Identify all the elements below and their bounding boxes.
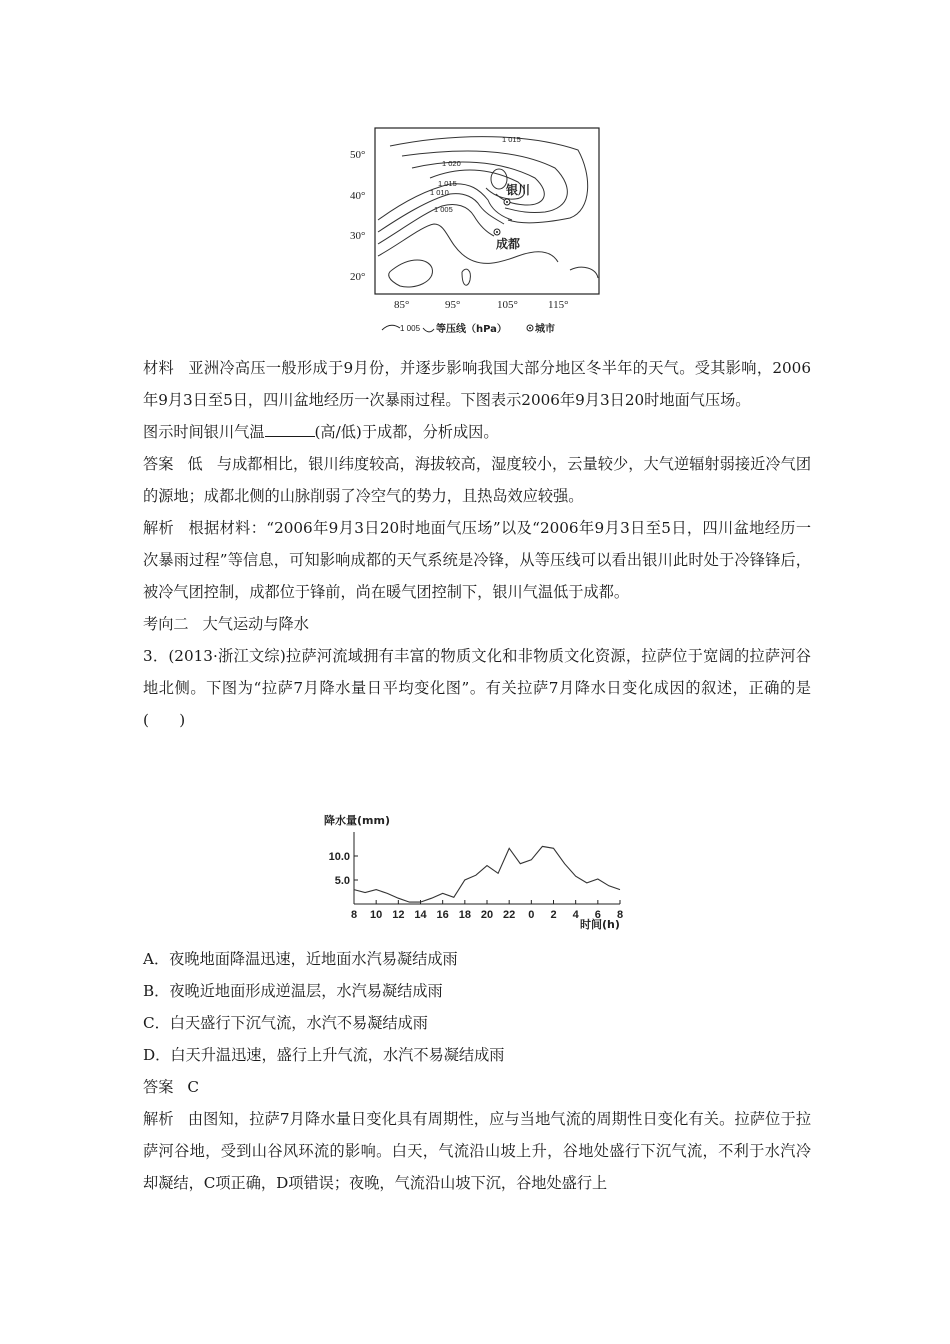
legend-isobar-text: 等压线（hPa）: [436, 324, 507, 335]
text-block-lower: [143, 943, 811, 1199]
text-block-upper: [143, 352, 811, 736]
y-tick-label: 10.0: [328, 851, 350, 863]
isobar-high-center: [491, 169, 507, 189]
x-tick-label: 10: [370, 909, 383, 921]
city-chengdu-label: 成都: [496, 237, 521, 251]
x-tick-label: 14: [414, 909, 427, 921]
city-chengdu: [494, 229, 521, 251]
option-d: D．白天升温迅速，盛行上升气流，水汽不易凝结成雨: [143, 1046, 505, 1064]
isobar-lower: [378, 224, 558, 263]
legend-isobar-value: 1 005: [400, 324, 421, 333]
answer-text: 与成都相比，银川纬度较高，海拔较高，湿度较小，云量较少，大气逆辐射弱接近冷气团的源地；成都北侧的山脉削弱了冷空气的势力，且热岛效应较强。: [143, 455, 812, 505]
section-label: 考向二: [143, 615, 189, 633]
material-label: 材料: [143, 359, 175, 377]
answer-paragraph: [143, 448, 811, 512]
isobar-closed-sw: [389, 260, 433, 287]
isobar-label: 1 015: [438, 179, 457, 188]
lat-label: 20°: [350, 271, 366, 283]
x-tick-label: 18: [458, 909, 471, 921]
isobar-east: [570, 267, 598, 278]
x-tick-label: 0: [528, 909, 535, 921]
question-3: 3．(2013·浙江文综)拉萨河流域拥有丰富的物质文化和非物质文化资源，拉萨位于宽阔的拉萨河谷地北侧。下图为“拉萨7月降水量日平均变化图”。有关拉萨7月降水日变化成因的叙述，正确的是( ): [143, 647, 811, 729]
analysis-label: 解析: [143, 519, 175, 537]
map-frame: [375, 128, 599, 294]
analysis3-label: 解析: [143, 1110, 174, 1128]
lon-label: 85°: [394, 299, 410, 311]
answer3-line: [143, 1071, 811, 1103]
answer3-label: 答案: [143, 1078, 174, 1096]
material-paragraph: [143, 352, 811, 416]
x-tick-label: 6: [594, 909, 601, 921]
analysis-text: 根据材料：“2006年9月3日20时地面气压场”以及“2006年9月3日至5日，四川盆地经历一次暴雨过程”等信息，可知影响成都的天气系统是冷锋，从等压线可以看出银川此时处于冷锋锋后，被冷气团控制，成都位于锋前，尚在暖气团控制下，银川气温低于成都。: [143, 519, 812, 601]
isobar-label: 1 020: [442, 159, 461, 168]
legend-city-text: 城市: [535, 324, 555, 335]
lat-label: 50°: [350, 149, 366, 161]
lon-label: 105°: [497, 299, 518, 311]
x-tick-label: 16: [436, 909, 449, 921]
option-b: B．夜晚近地面形成逆温层，水汽易凝结成雨: [143, 982, 443, 1000]
isobar-outer: [390, 137, 588, 223]
precipitation-series-line: [354, 846, 620, 902]
x-tick-label: 8: [350, 909, 358, 921]
precipitation-chart-figure: [318, 812, 638, 934]
isobar-label: 1 005: [434, 205, 453, 214]
lat-label: 30°: [350, 230, 366, 242]
x-tick-label: 2: [550, 909, 557, 921]
analysis3-paragraph: [143, 1103, 811, 1199]
y-tick-label: 5.0: [334, 875, 350, 887]
material-text: 亚洲冷高压一般形成于9月份，并逐步影响我国大部分地区冬半年的天气。受其影响，2006年9月3日至5日，四川盆地经历一次暴雨过程。下图表示2006年9月3日20时地面气压场。: [143, 359, 811, 409]
isobar-map: [330, 120, 620, 342]
x-tick-label: 8: [616, 909, 624, 921]
city-yinchuan-label: 银川: [506, 183, 531, 197]
legend-isobar-icon: [382, 325, 400, 330]
city-yinchuan: [504, 182, 530, 205]
lon-label: 95°: [445, 299, 461, 311]
lat-label: 40°: [350, 190, 366, 202]
analysis3-text: 由图知，拉萨7月降水量日变化具有周期性，应与当地气流的周期性日变化有关。拉萨位于拉萨河谷地，受到山谷风环流的影响。白天，气流沿山坡上升，谷地处盛行下沉气流，不利于水汽冷却凝结，C项正确，D项错误；夜晚，气流沿山坡下沉，谷地处盛行上: [143, 1110, 812, 1192]
isobar-map-figure: [330, 120, 620, 342]
answer-label: 答案: [143, 455, 174, 473]
isobar-label: 1 015: [502, 135, 521, 144]
question-line: 图示时间银川气温 (高/低)于成都，分析成因。: [143, 416, 811, 448]
x-tick-label: 4: [572, 909, 579, 921]
answer3-key: C: [187, 1078, 199, 1096]
isobar-label: 1 010: [430, 188, 449, 197]
precipitation-chart: [318, 812, 638, 934]
section-heading: [143, 608, 811, 640]
x-axis-label: 时间(h): [580, 918, 620, 931]
map-legend: [382, 322, 555, 335]
analysis-paragraph: [143, 512, 811, 608]
answer-key: 低: [187, 455, 203, 473]
option-a: A．夜晚地面降温迅速，近地面水汽易凝结成雨: [143, 950, 458, 968]
x-tick-label: 20: [480, 909, 494, 921]
section-title: 大气运动与降水: [202, 615, 309, 633]
answer-blank: [265, 418, 315, 437]
y-axis-label: 降水量(mm): [324, 814, 390, 827]
x-tick-label: 12: [392, 909, 405, 921]
option-c: C．白天盛行下沉气流，水汽不易凝结成雨: [143, 1014, 428, 1032]
x-tick-label: 22: [503, 909, 516, 921]
isobar-lines: [378, 137, 598, 287]
lon-label: 115°: [548, 299, 569, 311]
isobar-closed-s: [462, 269, 470, 285]
